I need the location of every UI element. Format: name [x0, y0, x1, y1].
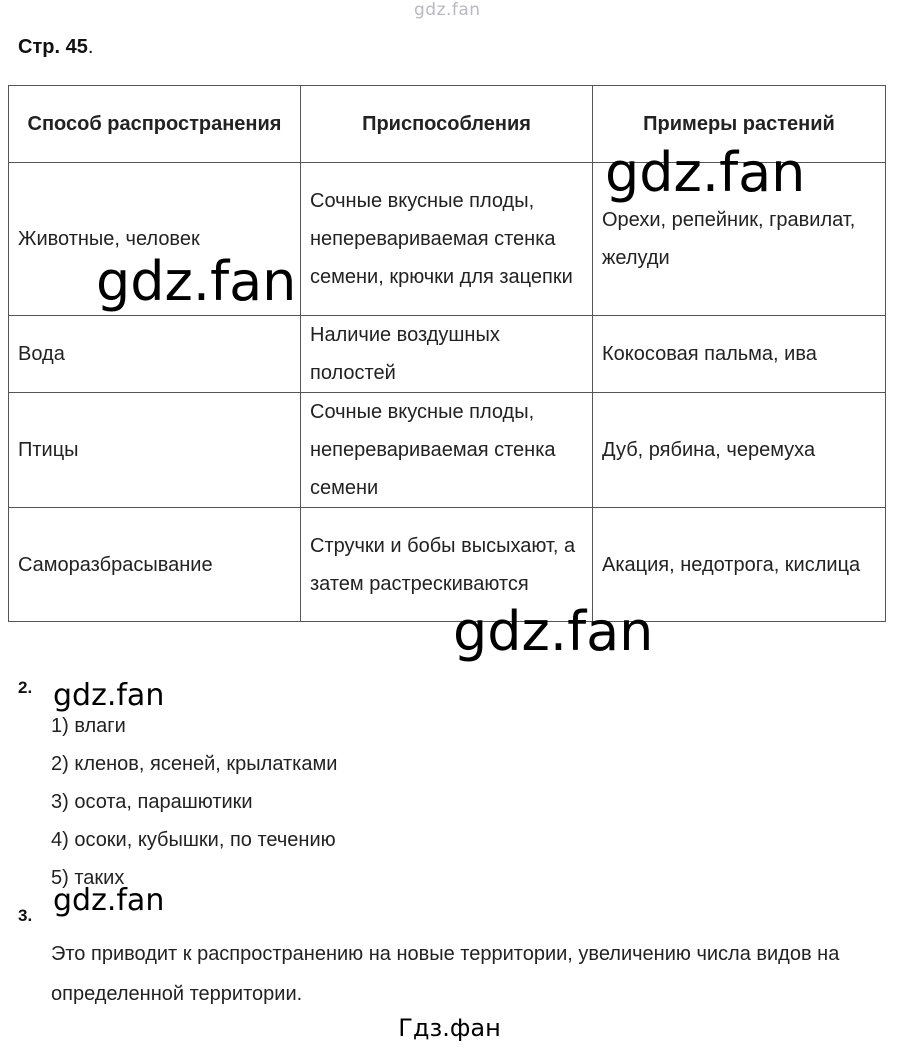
- cell-method: Саморазбрасывание: [9, 508, 301, 622]
- page-label-dot: .: [87, 36, 94, 58]
- watermark: gdz.fan: [605, 141, 806, 204]
- cell-method: Птицы: [9, 393, 301, 508]
- table-row: [9, 508, 886, 622]
- section-3-text: Это приводит к распространению на новые территории, увеличению числа видов на определенной территории.: [51, 943, 840, 1005]
- list-item: 2) кленов, ясеней, крылатками: [51, 753, 338, 775]
- page-label: [18, 36, 93, 59]
- section-3-number: 3.: [18, 906, 33, 925]
- cell-examples: Орехи, репейник, гравилат, желуди: [593, 163, 886, 316]
- table-row: [9, 316, 886, 393]
- cell-adaptations: Наличие воздушных полостей: [301, 316, 593, 393]
- cell-adaptations: Стручки и бобы высыхают, а затем растрескиваются: [301, 508, 593, 622]
- page-label-text: Стр. 45: [18, 36, 88, 58]
- list-item: 5) таких: [51, 867, 125, 889]
- watermark-top: gdz.fan: [414, 0, 481, 20]
- header-method: Способ распространения: [9, 86, 301, 163]
- cell-adaptations: Сочные вкусные плоды, неперевариваемая стенка семени, крючки для зацепки: [301, 163, 593, 316]
- cell-examples: Акация, недотрога, кислица: [593, 508, 886, 622]
- cell-examples: Дуб, рябина, черемуха: [593, 393, 886, 508]
- footer-watermark: Гдз.фан: [398, 1014, 501, 1042]
- watermark: gdz.fan: [453, 600, 654, 663]
- watermark: gdz.fan: [53, 678, 165, 713]
- cell-method: Вода: [9, 316, 301, 393]
- header-adaptations: Приспособления: [301, 86, 593, 163]
- watermark: gdz.fan: [96, 250, 297, 313]
- cell-examples: Кокосовая пальма, ива: [593, 316, 886, 393]
- section-2-number: 2.: [18, 678, 33, 697]
- list-item: 1) влаги: [51, 715, 126, 737]
- list-item: 3) осота, парашютики: [51, 791, 253, 813]
- watermark: gdz.fan: [53, 883, 165, 918]
- table-row: [9, 393, 886, 508]
- header-examples: Примеры растений: [593, 86, 886, 163]
- cell-adaptations: Сочные вкусные плоды, неперевариваемая стенка семени: [301, 393, 593, 508]
- cell-method: Животные, человек: [9, 163, 301, 316]
- section-2-answers: [51, 707, 337, 897]
- list-item: 4) осоки, кубышки, по течению: [51, 829, 336, 851]
